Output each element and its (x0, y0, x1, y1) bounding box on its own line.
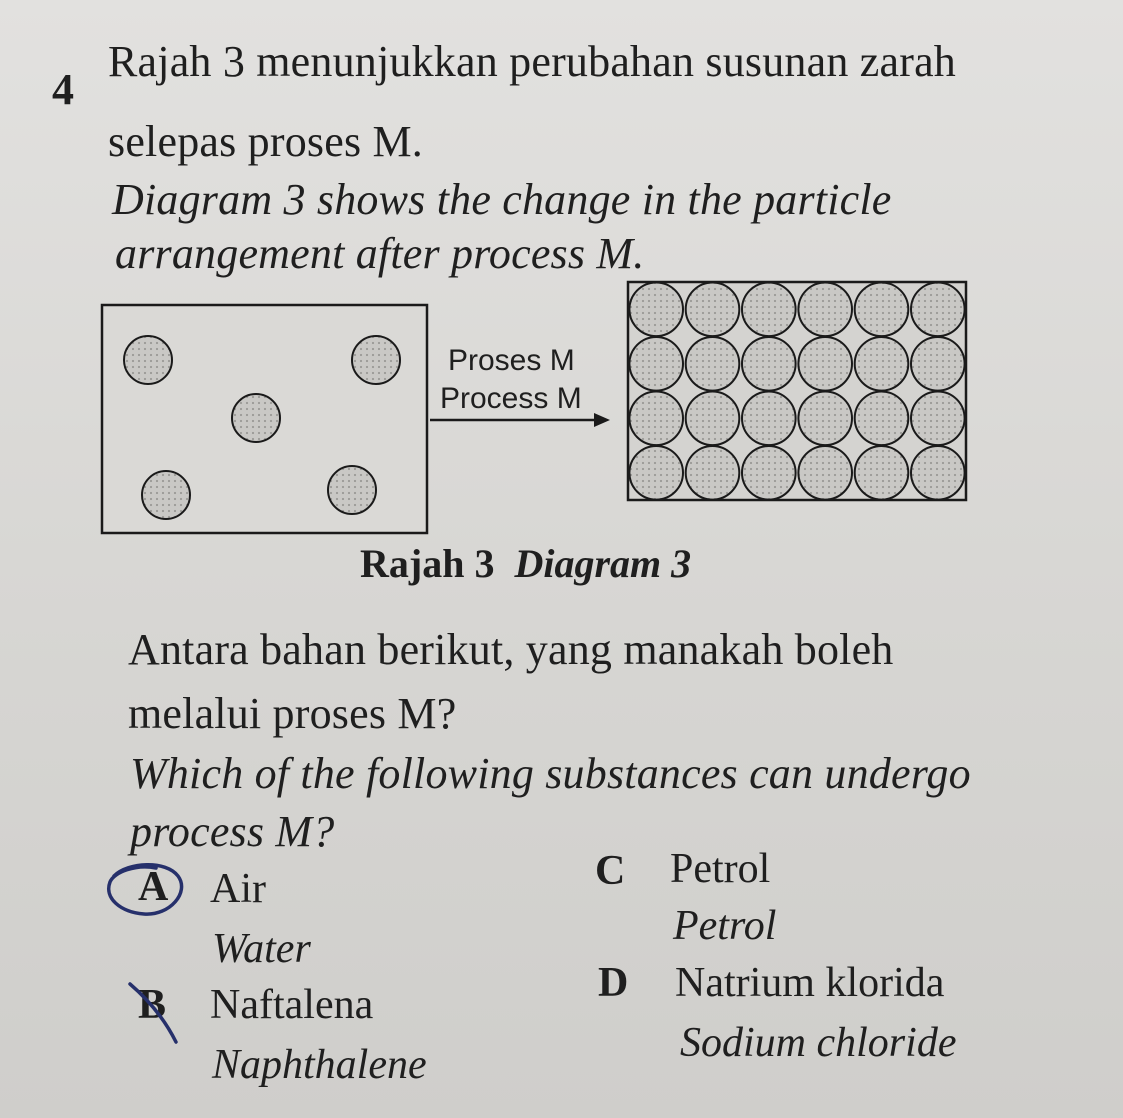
question-english-line-2: arrangement after process M. (115, 229, 645, 278)
particle (686, 446, 740, 500)
prompt-malay-line-1: Antara bahan berikut, yang manakah boleh (128, 625, 894, 674)
option-c-english: Petrol (673, 903, 777, 949)
particle (798, 283, 852, 337)
particle (855, 446, 909, 500)
prompt-malay-line-2: melalui proses M? (128, 689, 457, 738)
particle (911, 283, 965, 337)
particle (855, 392, 909, 446)
arrow-label-malay: Proses M (448, 344, 575, 377)
before-box (102, 305, 427, 533)
question-malay-line-1: Rajah 3 menunjukkan perubahan susunan zarah (108, 37, 956, 86)
prompt-english-line-2: process M? (130, 807, 335, 856)
option-b-malay[interactable]: Naftalena (210, 982, 374, 1028)
option-a-letter[interactable]: A (138, 864, 169, 910)
particle (629, 446, 683, 500)
process-arrow (430, 344, 610, 427)
particle (742, 446, 796, 500)
option-c-letter[interactable]: C (595, 848, 626, 894)
after-box (628, 282, 966, 500)
arrow-label-english: Process M (440, 382, 582, 415)
particle (629, 337, 683, 391)
question-english-line-1: Diagram 3 shows the change in the particle (112, 175, 892, 224)
option-b-english: Naphthalene (212, 1042, 427, 1088)
particle (124, 336, 172, 384)
particle (142, 471, 190, 519)
particle (911, 337, 965, 391)
particle (798, 337, 852, 391)
particle (742, 283, 796, 337)
particle (855, 337, 909, 391)
particle (742, 392, 796, 446)
particle (798, 392, 852, 446)
particle (742, 337, 796, 391)
particle (686, 392, 740, 446)
option-d-english: Sodium chloride (680, 1020, 957, 1066)
particle (911, 446, 965, 500)
particle-diagram (100, 280, 980, 550)
particle (232, 394, 280, 442)
particle (911, 392, 965, 446)
particle (686, 283, 740, 337)
question-number: 4 (52, 65, 74, 114)
particle (629, 283, 683, 337)
particle (855, 283, 909, 337)
diagram-caption (360, 540, 691, 587)
option-a-malay[interactable]: Air (210, 866, 266, 912)
caption-english: Diagram 3 (514, 541, 692, 586)
particle (352, 336, 400, 384)
question-malay-line-2: selepas proses M. (108, 117, 424, 166)
particle (629, 392, 683, 446)
caption-malay: Rajah 3 (360, 541, 495, 586)
option-d-letter[interactable]: D (598, 960, 629, 1006)
particle (686, 337, 740, 391)
option-c-malay[interactable]: Petrol (670, 846, 771, 892)
particle (328, 466, 376, 514)
option-d-malay[interactable]: Natrium klorida (675, 960, 945, 1006)
prompt-english-line-1: Which of the following substances can undergo (130, 749, 971, 798)
option-b-letter[interactable]: B (138, 982, 167, 1028)
particle (798, 446, 852, 500)
option-a-english: Water (212, 926, 311, 972)
